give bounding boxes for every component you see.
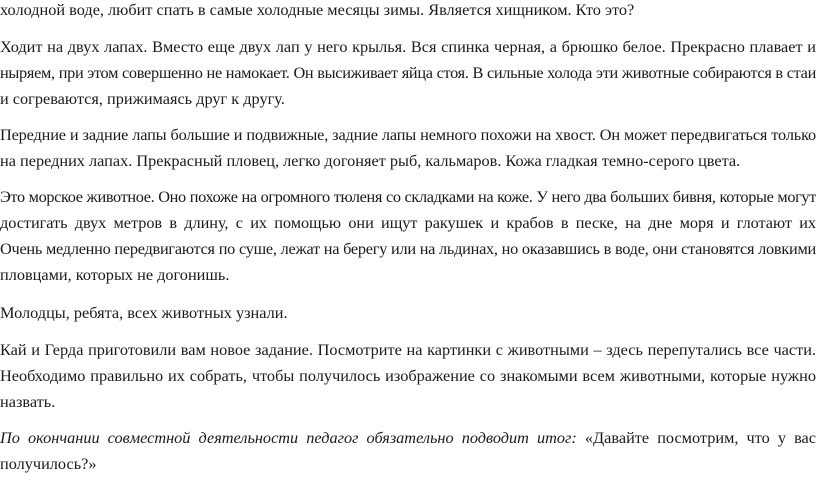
paragraph-line: достигать двух метров в длину, с их помощью они ищут ракушек и крабов в песке, на дне моря и глотают их: [0, 213, 816, 232]
paragraph-line: Молодцы, ребята, всех животных узнали.: [0, 303, 288, 322]
paragraph-line: ныряем, при этом совершенно не намокает. Он высиживает яйца стоя. В сильные холода эти животные собираются в стаи: [0, 63, 816, 82]
paragraph-line: назвать.: [0, 392, 56, 411]
paragraph-line: на передних лапах. Прекрасный пловец, легко догоняет рыб, кальмаров. Кожа гладкая темно-серого цвета.: [0, 151, 741, 170]
paragraph-line: пловцами, которых не догонишь.: [0, 265, 230, 284]
paragraph-line: Передние и задние лапы большие и подвижные, задние лапы немного похожи на хвост. Он может передвигаться только: [0, 125, 816, 144]
paragraph-line: холодной воде, любит спать в самые холодные месяцы зимы. Является хищником. Кто это?: [0, 0, 635, 19]
paragraph-line: Очень медленно передвигаются по суше, лежат на берегу или на льдинах, но оказавшись в воде, они становятся ловкими: [0, 239, 816, 258]
paragraph-line: получилось?»: [0, 454, 97, 473]
paragraph-line: [0, 428, 816, 448]
paragraph-line: Необходимо правильно их собрать, чтобы получилось изображение со знакомыми всем животными, которые нужно: [0, 366, 816, 385]
quote-text: «Давайте посмотрим, что у вас: [576, 428, 816, 447]
paragraph-line: Ходит на двух лапах. Вместо еще двух лап у него крылья. Вся спинка черная, а брюшко белое. Прекрасно плавает и: [0, 37, 816, 56]
paragraph-line: Это морское животное. Оно похоже на огромного тюленя со складками на коже. У него два больших бивня, которые могут: [0, 187, 816, 206]
paragraph-line: Кай и Герда приготовили вам новое задание. Посмотрите на картинки с животными – здесь перепутались все части.: [0, 340, 816, 359]
paragraph-line: и согреваются, прижимаясь друг к другу.: [0, 89, 285, 108]
italic-instruction: По окончании совместной деятельности педагог обязательно подводит итог:: [0, 428, 577, 447]
